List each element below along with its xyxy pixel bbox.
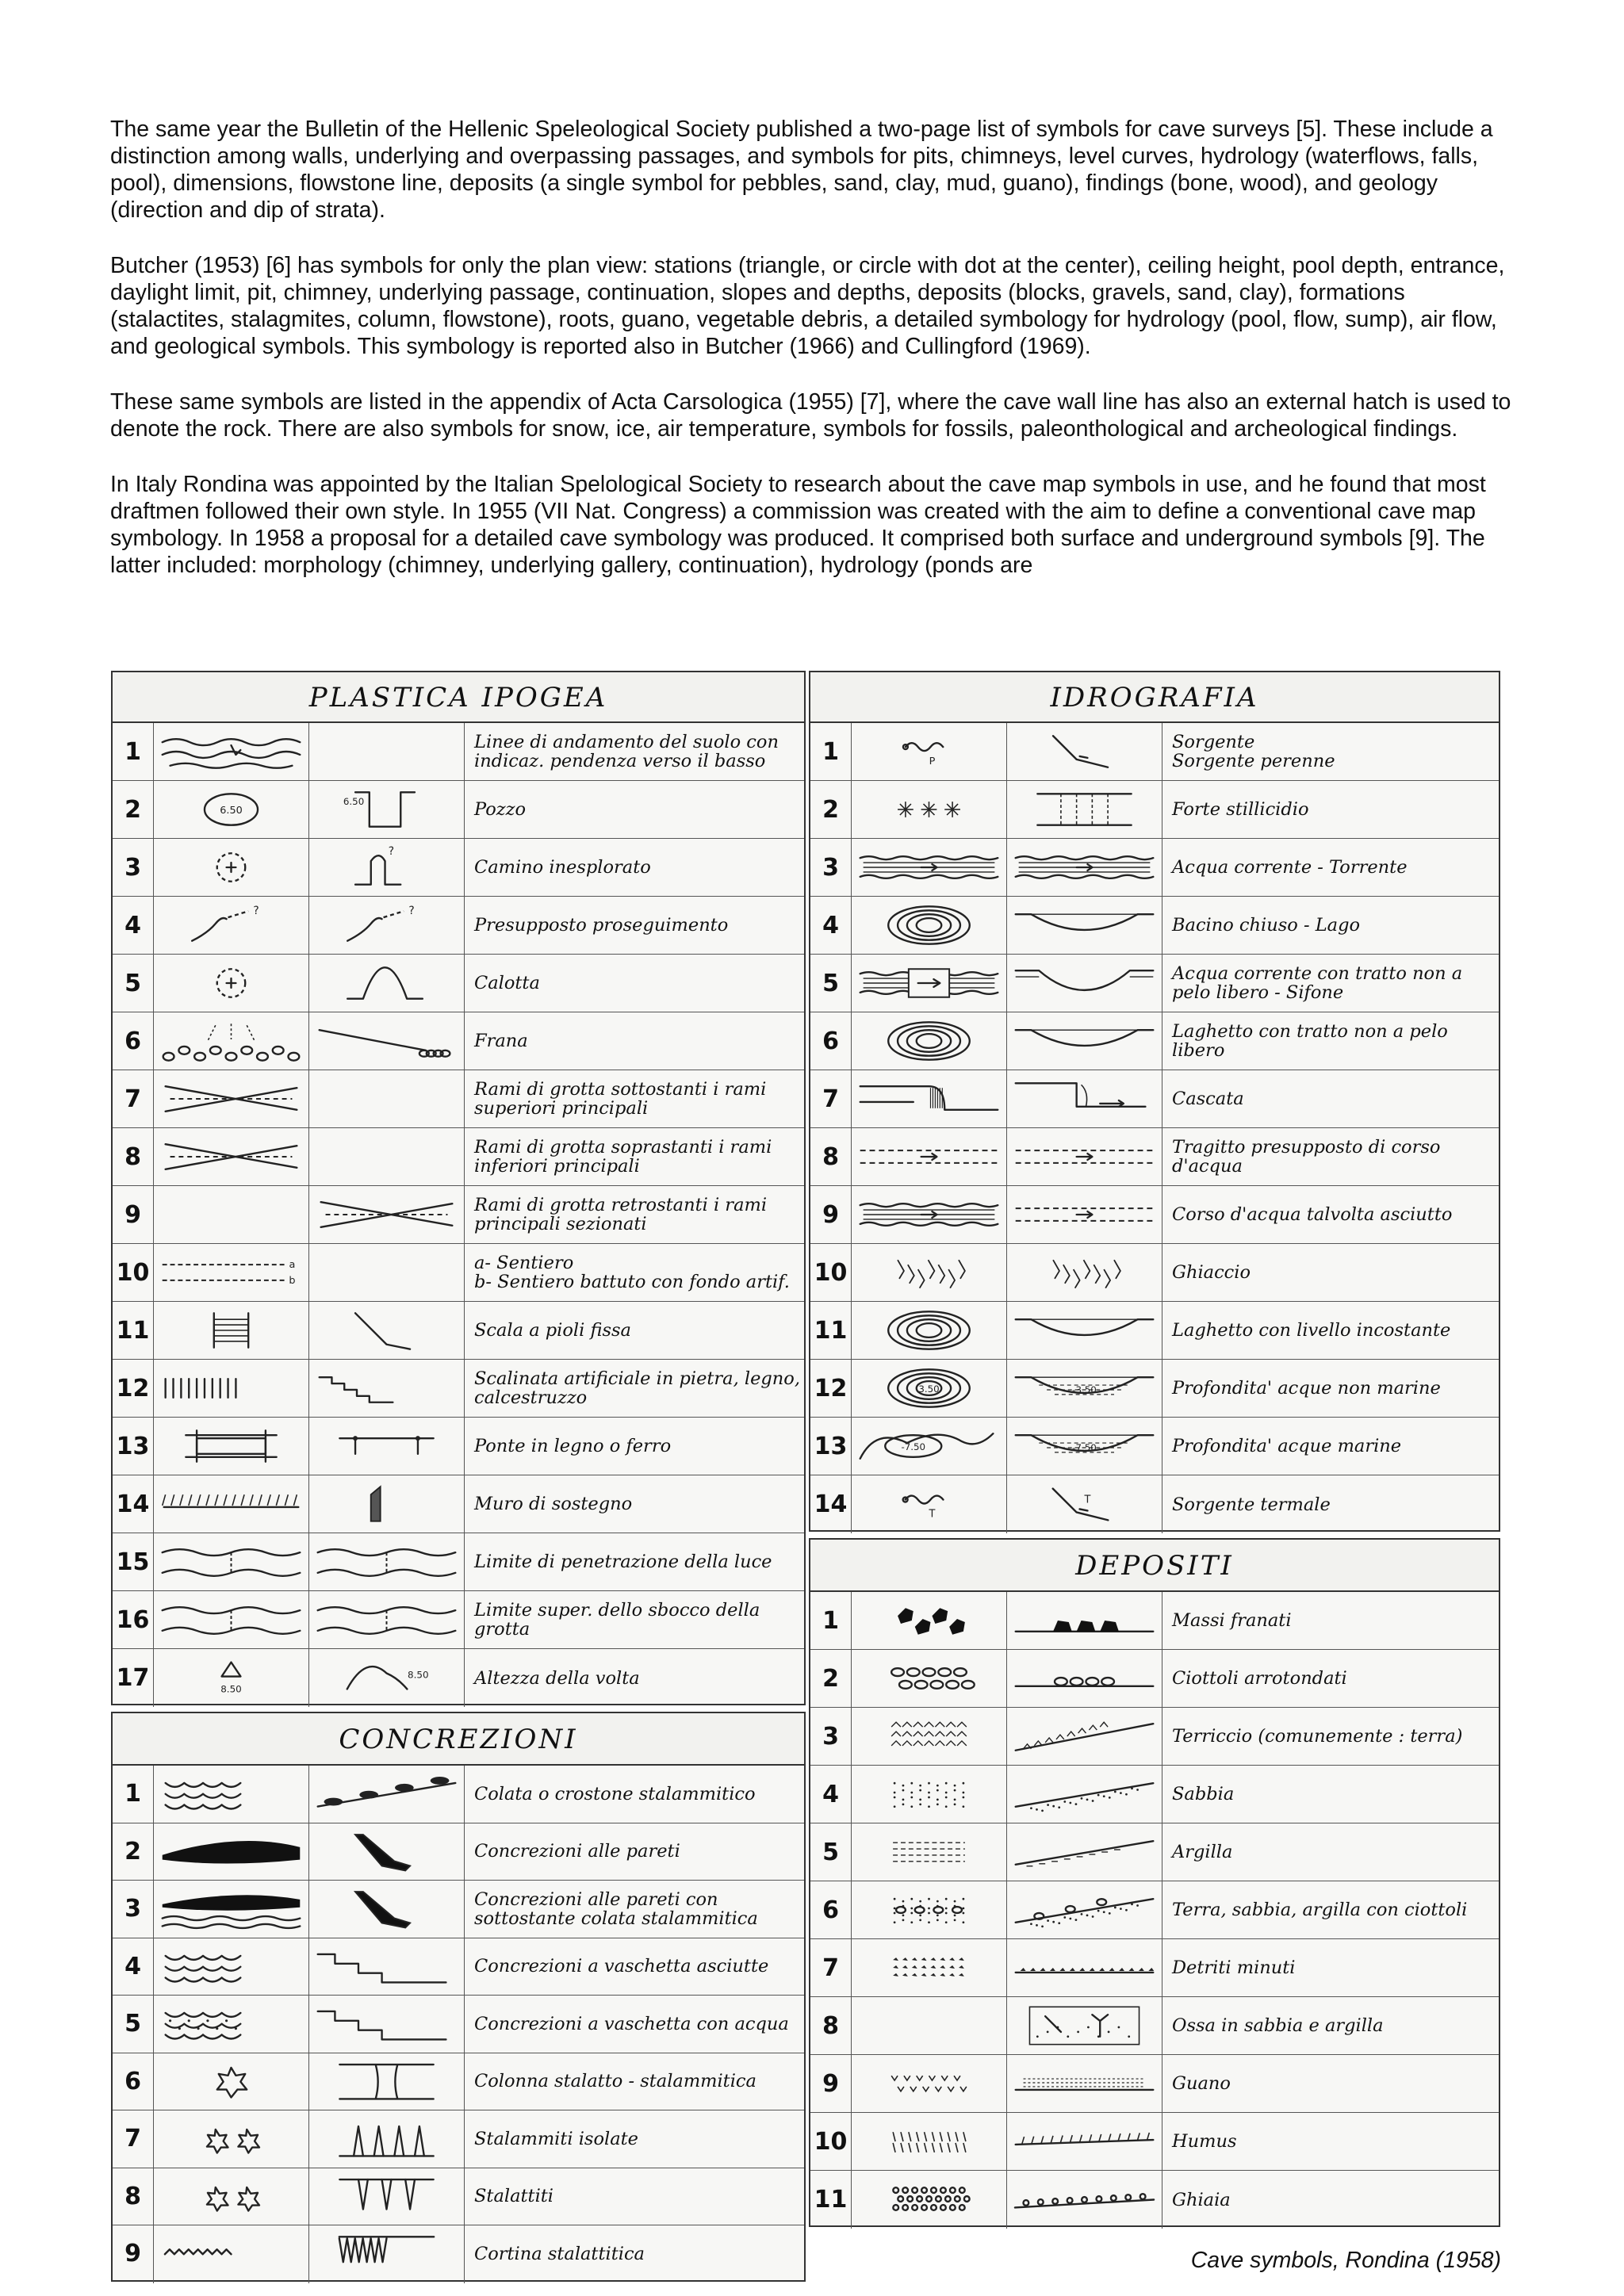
plan-symbol [852,1302,1007,1359]
symbol-row [810,897,1499,955]
section-symbol [1007,1592,1162,1649]
symbol-row [113,2110,804,2168]
svg-text:3.50: 3.50 [918,1383,940,1395]
symbol-row [113,1186,804,1244]
symbol-number: 9 [113,2225,154,2283]
plan-symbol [154,1533,309,1590]
paragraph-4: In Italy Rondina was appointed by the Italian Spelological Society to research about the cave map symbols in use, and he found that most draftmen followed their own style. In 1955 (VII Nat. Congress) a commission was created with the aim to define a conventional cave map symbology. In 1958 a proposal for a detailed cave symbology was produced. It comprised both surface and underground symbols [9]. The latter included: morphology (chimney, underlying gallery, continuation), hydrology (ponds are [110,472,1486,578]
symbol-label: Linee di andamento del suolo con indicaz. pendenza verso il basso [474,732,779,771]
section-symbol [1007,1939,1162,1996]
section-symbol [309,1533,465,1590]
plan-symbol [852,1475,1007,1533]
svg-text:a: a [289,1259,296,1272]
plan-symbol [852,1012,1007,1070]
section-symbol [309,1186,465,1243]
section-symbol [309,1881,465,1938]
symbol-row [113,1766,804,1823]
section-symbol [309,1591,465,1648]
symbol-number: 9 [810,1186,852,1243]
plan-symbol [154,1649,309,1707]
svg-text:b: b [289,1274,296,1287]
section-symbol [309,955,465,1012]
section-symbol [1007,781,1162,838]
symbol-number: 2 [113,781,154,838]
section-symbol [309,839,465,896]
symbol-label: Profondita' acque non marine [1172,1378,1441,1399]
section-symbol [309,1244,465,1301]
section-symbol [1007,1418,1162,1475]
symbol-row [810,2171,1499,2229]
section-symbol [309,2168,465,2225]
symbol-number: 11 [810,1302,852,1359]
symbol-row [113,839,804,897]
symbol-row [113,723,804,781]
symbol-number: 1 [113,723,154,780]
symbol-row [810,1186,1499,1244]
symbol-number: 11 [113,1302,154,1359]
plan-symbol [154,1591,309,1648]
plan-symbol [154,2053,309,2110]
symbol-label: Concrezioni a vaschetta asciutte [474,1956,769,1977]
symbol-label: Detriti minuti [1172,1957,1296,1978]
symbol-label: Sorgente termale [1172,1494,1331,1515]
symbol-label: Scala a pioli fissa [474,1320,631,1341]
symbol-number: 4 [113,1938,154,1996]
svg-text:T: T [1084,1494,1091,1506]
symbol-label: Terriccio (comunemente : terra) [1172,1726,1463,1747]
symbol-label: Presupposto proseguimento [474,915,729,936]
symbol-number: 10 [810,2113,852,2170]
symbol-label: Concrezioni a vaschetta con acqua [474,2013,789,2034]
plan-symbol [852,2171,1007,2229]
plan-symbol [852,897,1007,954]
paragraph-3: These same symbols are listed in the appendix of Acta Carsologica (1955) [7], where the cave wall line has also an external hatch is used to denote the rock. There are also symbols for snow, ice, air temperature, symbols for fossils, paleonthological and archeological findings. [110,389,1511,442]
symbol-row [810,1708,1499,1766]
section-symbol [309,1996,465,2053]
svg-text:-3.50: -3.50 [1072,1383,1097,1395]
symbol-number: 12 [810,1360,852,1417]
symbol-label: Calotta [474,973,540,993]
section-title: DEPOSITI [810,1540,1499,1592]
symbol-label: Scalinata artificiale in pietra, legno, calcestruzzo [474,1368,800,1408]
symbol-label: Laghetto con livello incostante [1172,1320,1451,1341]
plan-symbol [154,1881,309,1938]
symbol-row [810,1997,1499,2055]
plan-symbol [852,1939,1007,1996]
symbol-number: 5 [113,1996,154,2053]
plan-symbol [154,1766,309,1823]
symbol-row [810,1650,1499,1708]
symbol-number: 13 [810,1418,852,1475]
symbol-label: Tragitto presupposto di corso d'acqua [1172,1137,1441,1177]
symbol-section-plastica-ipogea [111,671,806,1705]
symbol-number: 10 [113,1244,154,1301]
plan-symbol [852,1244,1007,1301]
section-symbol [309,897,465,954]
symbol-row [810,839,1499,897]
symbol-label: Bacino chiuso - Lago [1172,915,1361,936]
symbol-row [810,723,1499,781]
symbol-label: Stalammiti isolate [474,2128,638,2149]
plan-symbol [852,1360,1007,1417]
section-symbol [1007,1070,1162,1127]
section-symbol [1007,1360,1162,1417]
section-symbol [309,1475,465,1533]
section-symbol [1007,897,1162,954]
symbol-label: Guano [1172,2073,1231,2094]
symbol-label: Ciottoli arrotondati [1172,1668,1347,1689]
symbol-row [810,1823,1499,1881]
section-symbol [1007,1766,1162,1823]
plan-symbol [154,1418,309,1475]
symbol-number: 8 [113,2168,154,2225]
plan-symbol [154,1996,309,2053]
plan-symbol [852,1418,1007,1475]
symbol-number: 6 [810,1881,852,1938]
symbol-row [810,1360,1499,1418]
section-symbol [1007,1302,1162,1359]
svg-text:8.50: 8.50 [220,1683,242,1695]
svg-text:T: T [929,1508,936,1521]
plan-symbol [852,2055,1007,2112]
symbol-label: Humus [1172,2131,1237,2152]
symbol-number: 8 [810,1128,852,1185]
symbol-number: 9 [113,1186,154,1243]
symbol-label: Cortina stalattitica [474,2244,645,2265]
symbol-label: Ossa in sabbia e argilla [1172,2015,1384,2036]
symbol-label: Sorgente Sorgente perenne [1172,732,1335,771]
symbol-row [113,1418,804,1475]
section-symbol [1007,839,1162,896]
symbol-section-idrografia [809,671,1500,1532]
svg-text:-7.50: -7.50 [901,1441,926,1452]
symbol-label: Acqua corrente - Torrente [1172,857,1408,878]
symbol-label: Limite super. dello sbocco della grotta [474,1600,760,1640]
plan-symbol [154,2168,309,2225]
symbol-label: Ghiaccio [1172,1262,1251,1283]
symbol-row [113,1649,804,1707]
symbol-number: 8 [113,1128,154,1185]
svg-text:-7.50: -7.50 [1072,1441,1097,1453]
symbol-row [113,1475,804,1533]
plan-symbol [852,1823,1007,1881]
symbol-row [113,1996,804,2053]
plan-symbol [852,1128,1007,1185]
symbol-number: 5 [113,955,154,1012]
section-symbol [1007,2055,1162,2112]
symbol-row [810,1012,1499,1070]
plan-symbol [154,1012,309,1070]
plan-symbol [852,1592,1007,1649]
plan-symbol [852,781,1007,838]
section-symbol [309,1938,465,1996]
symbol-number: 13 [113,1418,154,1475]
svg-text:6.50: 6.50 [343,796,365,808]
plan-symbol [154,1475,309,1533]
section-symbol [1007,1186,1162,1243]
section-symbol [309,1823,465,1881]
section-symbol [1007,1475,1162,1533]
plan-symbol [154,1186,309,1243]
section-symbol [1007,2113,1162,2170]
symbol-number: 9 [810,2055,852,2112]
symbol-row [113,1360,804,1418]
section-symbol [1007,1823,1162,1881]
symbol-label: Laghetto con tratto non a pelo libero [1172,1021,1448,1061]
plan-symbol [852,1997,1007,2054]
section-symbol [309,1128,465,1185]
symbol-number: 2 [810,781,852,838]
symbol-number: 1 [810,1592,852,1649]
symbol-row [810,1302,1499,1360]
plan-symbol [852,839,1007,896]
plan-symbol [852,1766,1007,1823]
plan-symbol [154,1823,309,1881]
symbol-row [810,1128,1499,1186]
symbol-number: 7 [810,1070,852,1127]
section-symbol [309,1012,465,1070]
symbol-row [810,955,1499,1012]
section-symbol [309,1649,465,1707]
symbol-number: 7 [113,1070,154,1127]
symbol-number: 6 [810,1012,852,1070]
symbol-number: 1 [810,723,852,780]
plan-symbol [154,1244,309,1301]
plan-symbol [154,1360,309,1417]
symbol-row [810,1939,1499,1997]
cave-symbols-figure [111,671,1500,2280]
plan-symbol [154,2225,309,2283]
section-symbol [1007,1650,1162,1707]
symbol-number: 3 [810,839,852,896]
symbol-number: 3 [113,1881,154,1938]
figure-caption: Cave symbols, Rondina (1958) [1190,2248,1501,2273]
section-title: IDROGRAFIA [810,672,1499,723]
plan-symbol [852,1881,1007,1938]
symbol-row [810,1881,1499,1939]
symbol-row [113,1938,804,1996]
section-symbol [309,2110,465,2168]
symbol-row [810,1475,1499,1533]
plan-symbol [852,1070,1007,1127]
symbol-number: 7 [113,2110,154,2168]
symbol-number: 6 [113,1012,154,1070]
symbol-label: Stalattiti [474,2186,553,2207]
symbol-label: Altezza della volta [474,1667,640,1689]
plan-symbol [154,1070,309,1127]
symbol-row [113,2053,804,2111]
plan-symbol [154,955,309,1012]
symbol-row [113,1533,804,1591]
symbol-number: 5 [810,1823,852,1881]
symbol-row [113,1244,804,1302]
plan-symbol [154,897,309,954]
symbol-row [113,1012,804,1070]
symbol-number: 16 [113,1591,154,1648]
plan-symbol [852,1650,1007,1707]
symbol-label: a- Sentiero b- Sentiero battuto con fondo artif. [474,1253,790,1292]
symbol-label: Profondita' acque marine [1172,1436,1402,1456]
plan-symbol [154,1128,309,1185]
section-symbol [309,1302,465,1359]
section-symbol [309,1418,465,1475]
symbol-row [113,1070,804,1128]
symbol-number: 10 [810,1244,852,1301]
symbol-number: 3 [810,1708,852,1765]
symbol-label: Argilla [1172,1842,1233,1862]
svg-text:?: ? [253,905,259,918]
symbol-row [113,1302,804,1360]
symbol-label: Concrezioni alle pareti [474,1841,680,1862]
symbol-row [113,2225,804,2283]
symbol-label: Acqua corrente con tratto non a pelo libero - Sifone [1172,963,1463,1003]
symbol-row [113,1591,804,1649]
svg-text:?: ? [388,845,395,859]
symbol-number: 5 [810,955,852,1012]
symbol-label: Muro di sostegno [474,1494,633,1514]
section-symbol [309,1360,465,1417]
plan-symbol [852,1186,1007,1243]
section-symbol [1007,1881,1162,1938]
symbol-number: 12 [113,1360,154,1417]
symbol-row [113,781,804,839]
symbol-number: 3 [113,839,154,896]
section-symbol [309,1070,465,1127]
svg-text:8.50: 8.50 [408,1669,429,1681]
section-symbol [1007,955,1162,1012]
section-symbol [309,781,465,838]
symbol-label: Terra, sabbia, argilla con ciottoli [1172,1900,1468,1920]
symbol-number: 14 [810,1475,852,1533]
plan-symbol [852,1708,1007,1765]
symbol-label: Rami di grotta soprastanti i rami inferiori principali [474,1137,772,1177]
symbol-section-depositi [809,1538,1500,2227]
symbol-row [810,2113,1499,2171]
symbol-label: Colata o crostone stalammitico [474,1783,756,1804]
section-symbol [309,1766,465,1823]
symbol-label: Sabbia [1172,1784,1235,1804]
symbol-row [113,1881,804,1938]
symbol-row [810,2055,1499,2113]
symbol-row [810,1592,1499,1650]
section-symbol [1007,1128,1162,1185]
plan-symbol [154,1302,309,1359]
plan-symbol [154,781,309,838]
symbol-row [810,1244,1499,1302]
symbol-row [113,955,804,1012]
section-symbol [309,2225,465,2283]
symbol-number: 14 [113,1475,154,1533]
symbol-label: Concrezioni alle pareti con sottostante colata stalammitica [474,1888,758,1929]
section-symbol [1007,1012,1162,1070]
plan-symbol [852,2113,1007,2170]
symbol-number: 6 [113,2053,154,2110]
symbol-label: Rami di grotta sottostanti i rami superiori principali [474,1079,767,1119]
plan-symbol [154,1938,309,1996]
symbol-row [113,897,804,955]
section-symbol [309,2053,465,2110]
section-symbol [1007,2171,1162,2229]
paragraph-2: Butcher (1953) [6] has symbols for only the plan view: stations (triangle, or circle with dot at the center), ceiling height, pool depth, entrance, daylight limit, pit, chimney, underlying passage, continuation, slopes and depths, deposits (blocks, gravels, sand, clay), formations (stalactites, stalagmites, column, flowstone), roots, guano, vegetable debris, a detailed symbology for hydrology (pool, flow, sump), air flow, and geological symbols. This symbology is reported also in Butcher (1966) and Cullingford (1969). [110,253,1505,359]
plan-symbol [852,955,1007,1012]
symbol-label: Colonna stalatto - stalammitica [474,2071,756,2092]
symbol-label: Frana [474,1031,528,1051]
symbol-row [810,1070,1499,1128]
symbol-number: 17 [113,1649,154,1707]
symbol-number: 2 [113,1823,154,1881]
symbol-row [810,1418,1499,1475]
section-title: PLASTICA IPOGEA [113,672,804,723]
symbol-label: Cascata [1172,1089,1244,1109]
symbol-row [113,1128,804,1186]
plan-symbol [154,839,309,896]
symbol-number: 8 [810,1997,852,2054]
plan-symbol [852,723,1007,780]
symbol-number: 7 [810,1939,852,1996]
symbol-row [810,781,1499,839]
symbol-label: Pozzo [474,799,527,820]
symbol-number: 4 [113,897,154,954]
symbol-label: Camino inesplorato [474,857,651,878]
symbol-label: Rami di grotta retrostanti i rami principali sezionati [474,1195,768,1234]
symbol-number: 4 [810,1766,852,1823]
symbol-label: Massi franati [1172,1610,1292,1631]
section-symbol [1007,1244,1162,1301]
symbol-number: 2 [810,1650,852,1707]
body-text [110,116,1522,607]
symbol-number: 1 [113,1766,154,1823]
svg-text:6.50: 6.50 [220,804,243,817]
section-symbol [1007,1997,1162,2054]
symbol-label: Forte stillicidio [1172,799,1309,820]
section-title: CONCREZIONI [113,1713,804,1766]
symbol-label: Corso d'acqua talvolta asciutto [1172,1204,1453,1225]
symbol-row [113,2168,804,2226]
plan-symbol [154,2110,309,2168]
svg-text:P: P [929,755,936,767]
symbol-label: Limite di penetrazione della luce [474,1552,772,1572]
symbol-section-concrezioni [111,1712,806,2282]
section-symbol [1007,1708,1162,1765]
section-symbol [309,723,465,780]
svg-text:?: ? [408,905,415,918]
symbol-label: Ghiaia [1172,2189,1231,2210]
symbol-row [810,1766,1499,1823]
symbol-label: Ponte in legno o ferro [474,1436,672,1456]
section-symbol [1007,723,1162,780]
symbol-number: 15 [113,1533,154,1590]
plan-symbol [154,723,309,780]
symbol-row [113,1823,804,1881]
symbol-number: 11 [810,2171,852,2229]
symbol-number: 4 [810,897,852,954]
paragraph-1: The same year the Bulletin of the Hellenic Speleological Society published a two-page list of symbols for cave surveys [5]. These include a distinction among walls, underlying and overpassing passages, and symbols for pits, chimneys, level curves, hydrology (waterflows, falls, pool), dimensions, flowstone line, deposits (a single symbol for pebbles, sand, clay, mud, guano), findings (bone, wood), and geology (direction and dip of strata). [110,117,1493,223]
